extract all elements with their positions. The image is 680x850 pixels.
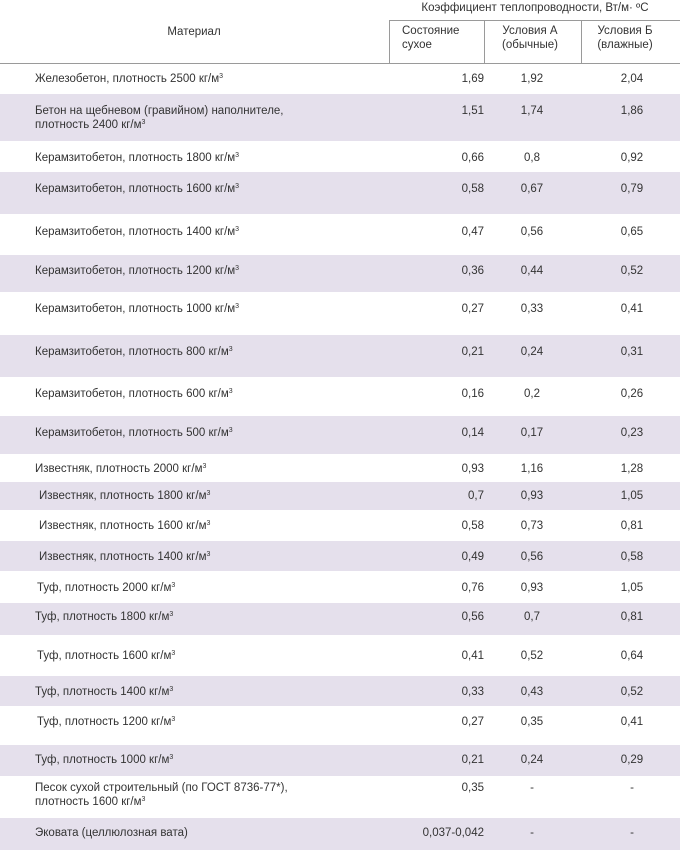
cell-dry: 1,69 — [461, 73, 484, 85]
cell-cond-a: 0,93 — [520, 582, 544, 594]
cell-dry: 0,76 — [461, 582, 484, 594]
header-group-rule — [390, 20, 680, 21]
table-row — [0, 510, 680, 541]
cell-material: Эковата (целлюлозная вата) — [35, 827, 188, 839]
cell-cond-b: 0,52 — [620, 686, 644, 698]
header-dry-line1: Состояние — [402, 25, 460, 37]
header-divider-dry — [389, 20, 390, 63]
cell-cond-a: 1,16 — [520, 463, 544, 475]
cell-material: Керамзитобетон, плотность 1200 $кг/м^3$ — [35, 265, 240, 277]
table-row — [0, 818, 680, 850]
cell-dry: 0,56 — [461, 611, 484, 623]
cell-material: Керамзитобетон, плотность 800 $кг/м^3$ — [35, 346, 233, 358]
header-cond-a-line1: Условия А — [502, 25, 558, 37]
cell-material: Туф, плотность 1200 $кг/м^3$ — [37, 716, 176, 728]
cell-cond-a: 0,8 — [524, 152, 540, 164]
cell-cond-b: 0,81 — [620, 520, 644, 532]
cell-dry: 0,037-0,042 — [422, 827, 484, 839]
cell-material: Керамзитобетон, плотность 1000 $кг/м^3$ — [35, 303, 240, 315]
cell-cond-a: 0,56 — [520, 551, 544, 563]
table-row — [0, 172, 680, 214]
cell-dry: 0,35 — [461, 782, 484, 794]
cell-dry: 1,51 — [461, 105, 484, 117]
cell-cond-b: - — [630, 827, 634, 839]
cell-dry: 0,58 — [461, 183, 484, 195]
table-row — [0, 214, 680, 255]
cell-dry: 0,27 — [461, 716, 484, 728]
cell-cond-a: 0,2 — [524, 388, 540, 400]
cell-dry: 0,21 — [461, 346, 484, 358]
table-row — [0, 745, 680, 776]
cell-material: Туф, плотность 2000 $кг/м^3$ — [37, 582, 176, 594]
cell-dry: 0,16 — [461, 388, 484, 400]
cell-cond-b: 0,64 — [620, 650, 644, 662]
cell-material: Керамзитобетон, плотность 1400 $кг/м^3$ — [35, 226, 240, 238]
cell-cond-a: 0,24 — [520, 754, 544, 766]
cell-material: Керамзитобетон, плотность 1600 $кг/м^3$ — [35, 183, 240, 195]
cell-dry: 0,66 — [461, 152, 484, 164]
table-row — [0, 64, 680, 94]
cell-dry: 0,14 — [461, 427, 484, 439]
cell-dry: 0,7 — [468, 490, 484, 502]
header-cond-a-line2: (обычные) — [502, 39, 558, 51]
table-row — [0, 377, 680, 416]
header-divider-a — [484, 20, 485, 63]
cell-cond-a: 0,44 — [520, 265, 544, 277]
table-row — [0, 706, 680, 745]
table-row — [0, 335, 680, 377]
cell-cond-b: 1,28 — [620, 463, 644, 475]
table-row — [0, 482, 680, 510]
table-row — [0, 141, 680, 172]
cell-cond-a: 0,17 — [520, 427, 544, 439]
cell-cond-a: 0,35 — [520, 716, 544, 728]
cell-cond-b: 0,41 — [620, 716, 644, 728]
cell-material: Керамзитобетон, плотность 1800 $кг/м^3$ — [35, 152, 240, 164]
cell-cond-b: 0,92 — [620, 152, 644, 164]
cell-cond-b: 1,86 — [620, 105, 644, 117]
header-cond-b — [585, 24, 665, 60]
cell-material: Керамзитобетон, плотность 500 $кг/м^3$ — [35, 427, 233, 439]
header-dry — [390, 24, 470, 60]
cell-material: Железобетон, плотность 2500 $кг/м^3$ — [35, 73, 224, 85]
header-dry-line2: сухое — [402, 39, 432, 51]
cell-material: Туф, плотность 1000 $кг/м^3$ — [35, 754, 174, 766]
cell-material: Туф, плотность 1400 $кг/м^3$ — [35, 686, 174, 698]
cell-cond-b: 1,05 — [620, 582, 644, 594]
cell-dry: 0,21 — [461, 754, 484, 766]
cell-cond-b: 0,52 — [620, 265, 644, 277]
table-row — [0, 635, 680, 676]
header-material: Материал — [167, 25, 221, 38]
table-row — [0, 571, 680, 603]
cell-cond-b: 0,26 — [620, 388, 644, 400]
cell-cond-b: 0,65 — [620, 226, 644, 238]
table-row — [0, 454, 680, 482]
cell-cond-b: 0,81 — [620, 611, 644, 623]
cell-dry: 0,93 — [461, 463, 484, 475]
cell-dry: 0,47 — [461, 226, 484, 238]
cell-cond-a: - — [530, 782, 534, 794]
table-row — [0, 416, 680, 454]
cell-material: Известняк, плотность 1600 $кг/м^3$ — [39, 520, 211, 532]
cell-cond-b: 0,29 — [620, 754, 644, 766]
cell-material: Туф, плотность 1800 $кг/м^3$ — [35, 611, 174, 623]
cell-dry: 0,36 — [461, 265, 484, 277]
cell-material: Известняк, плотность 2000 $кг/м^3$ — [35, 463, 207, 475]
cell-cond-a: 0,73 — [520, 520, 544, 532]
header-cond-b-line2: (влажные) — [597, 39, 653, 51]
cell-cond-b: 0,41 — [620, 303, 644, 315]
table-row — [0, 603, 680, 635]
cell-cond-a: 0,7 — [524, 611, 540, 623]
table-row — [0, 94, 680, 141]
cell-cond-b: - — [630, 782, 634, 794]
cell-cond-a: 0,33 — [520, 303, 544, 315]
header-divider-b — [581, 20, 582, 63]
cell-cond-b: 0,79 — [620, 183, 644, 195]
header-cond-b-line1: Условия Б — [597, 25, 653, 37]
table-row — [0, 292, 680, 335]
cell-dry: 0,58 — [461, 520, 484, 532]
cell-cond-b: 1,05 — [620, 490, 644, 502]
cell-cond-b: 0,23 — [620, 427, 644, 439]
cell-dry: 0,41 — [461, 650, 484, 662]
cell-cond-a: 0,52 — [520, 650, 544, 662]
cell-cond-b: 0,58 — [620, 551, 644, 563]
cell-material: Туф, плотность 1600 $кг/м^3$ — [37, 650, 176, 662]
cell-cond-a: 1,92 — [520, 73, 544, 85]
cell-cond-a: 0,24 — [520, 346, 544, 358]
cell-material: Известняк, плотность 1800 $кг/м^3$ — [39, 490, 211, 502]
cell-dry: 0,33 — [461, 686, 484, 698]
cell-cond-b: 0,31 — [620, 346, 644, 358]
cell-dry: 0,49 — [461, 551, 484, 563]
cell-dry: 0,27 — [461, 303, 484, 315]
cell-cond-a: 0,43 — [520, 686, 544, 698]
cell-material: Керамзитобетон, плотность 600 $кг/м^3$ — [35, 388, 233, 400]
header-conductivity-group: Коэффициент теплопроводности, Вт/м· ºС — [421, 2, 649, 14]
cell-cond-a: 0,67 — [520, 183, 544, 195]
cell-cond-a: - — [530, 827, 534, 839]
cell-cond-a: 1,74 — [520, 105, 544, 117]
table-row — [0, 676, 680, 706]
cell-cond-a: 0,93 — [520, 490, 544, 502]
header-cond-a — [490, 24, 570, 60]
cell-material: Бетон на щебневом (гравийном) наполнителе, плотность 2400 $кг/м^3$ — [35, 105, 284, 131]
table-row — [0, 776, 680, 818]
cell-material: Известняк, плотность 1400 $кг/м^3$ — [39, 551, 211, 563]
table-row — [0, 255, 680, 292]
table-row — [0, 541, 680, 571]
cell-cond-b: 2,04 — [620, 73, 644, 85]
cell-cond-a: 0,56 — [520, 226, 544, 238]
cell-material: Песок сухой строительный (по ГОСТ 8736-77*), плотность 1600 $кг/м^3$ — [35, 782, 288, 808]
